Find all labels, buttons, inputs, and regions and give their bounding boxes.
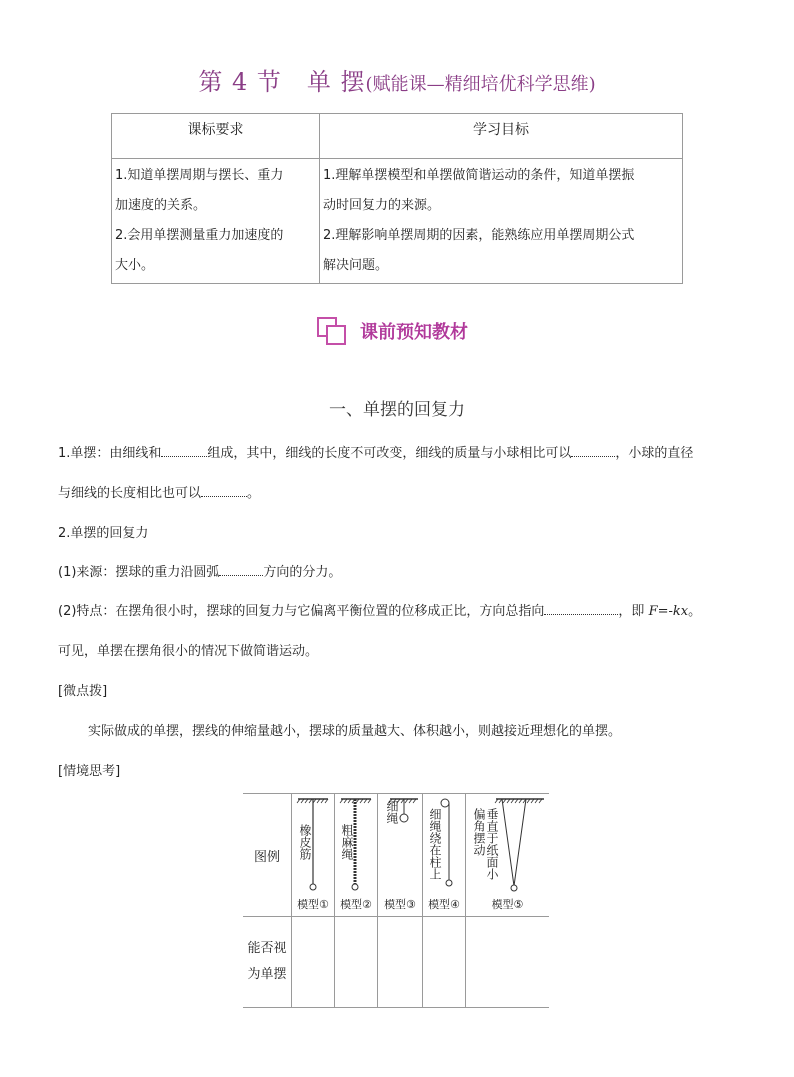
header-curriculum: 课标要求: [112, 114, 320, 159]
model-text: 橡皮筋: [298, 824, 312, 860]
answer-cell-1[interactable]: [292, 917, 335, 1008]
blank-field: [219, 563, 263, 576]
text: (2)特点：在摆角很小时，摆球的回复力与它偏离平衡位置的位移成正比，方向总指向: [58, 604, 545, 619]
section-heading: [316, 316, 468, 346]
tip-text: 实际做成的单摆，摆线的伸缩量越小，摆球的质量越大、体积越小，则越接近理想化的单摆。: [88, 724, 622, 739]
answer-cell-5[interactable]: [466, 917, 550, 1008]
model-cell-5: [466, 794, 550, 917]
title-main: 第 4 节 单 摆: [198, 68, 366, 96]
text: ，即: [618, 604, 649, 619]
text: (1)来源：摆球的重力沿圆弧: [58, 565, 220, 580]
answer-cell-4[interactable]: [423, 917, 466, 1008]
blank-field: [161, 444, 207, 457]
paragraph-1-line-2: [58, 482, 260, 501]
curriculum-line: 1.知道单摆周期与摆长、重力: [115, 168, 284, 183]
subsection-title: 一、单摆的回复力: [329, 400, 465, 420]
text: ，小球的直径: [615, 446, 694, 461]
text: 1.单摆：由细线和: [58, 446, 162, 461]
model-text: 细绳绕在柱上: [428, 808, 442, 880]
model-cell-3: [378, 794, 423, 917]
row-label-diagram: 图例: [243, 794, 292, 917]
double-square-icon: [316, 316, 348, 346]
paragraph-2: 2.单摆的回复力: [58, 526, 149, 541]
answer-cell-3[interactable]: [378, 917, 423, 1008]
model-cell-1: [292, 794, 335, 917]
answer-cell-2[interactable]: [335, 917, 378, 1008]
tip-label: [微点拨]: [58, 684, 108, 699]
paragraph-4: [58, 600, 701, 619]
requirements-table: [111, 113, 683, 284]
goals-cell: [320, 159, 683, 284]
text: 与细线的长度相比也可以: [58, 486, 202, 501]
text: 组成，其中，细线的长度不可改变，细线的质量与小球相比可以: [207, 446, 572, 461]
model-label: 模型④: [428, 898, 460, 911]
paragraph-3: [58, 561, 341, 580]
text: 。: [247, 486, 261, 501]
model-text: 垂直于纸面小偏角摆动: [472, 808, 499, 880]
blank-field: [571, 444, 615, 457]
goal-line: 2.理解影响单摆周期的因素，能熟练应用单摆周期公式: [323, 228, 635, 243]
model-label: 模型②: [340, 898, 372, 911]
curriculum-line: 大小。: [115, 258, 155, 273]
goal-line: 1.理解单摆模型和单摆做简谐运动的条件，知道单摆振: [323, 168, 635, 183]
row-label-answer: 能否视为单摆: [243, 917, 292, 1008]
model-label: 模型③: [384, 898, 416, 911]
page-title: [0, 62, 794, 97]
text: 方向的分力。: [263, 565, 342, 580]
paragraph-5: 可见，单摆在摆角很小的情况下做简谐运动。: [58, 644, 319, 659]
model-text: 细绳: [385, 800, 399, 824]
text: 。: [688, 604, 702, 619]
formula: F=-kx: [648, 604, 689, 619]
goal-line: 解决问题。: [323, 258, 389, 273]
header-goals: 学习目标: [320, 114, 683, 159]
curriculum-line: 加速度的关系。: [115, 198, 207, 213]
model-label: 模型⑤: [491, 898, 524, 911]
title-sub: (赋能课—精细培优科学思维): [365, 74, 596, 95]
section-label: 课前预知教材: [360, 322, 468, 343]
model-cell-2: [335, 794, 378, 917]
model-text: 粗麻绳: [340, 824, 354, 860]
blank-field: [544, 602, 618, 615]
curriculum-line: 2.会用单摆测量重力加速度的: [115, 228, 284, 243]
context-label: [情境思考]: [58, 764, 121, 779]
curriculum-cell: [112, 159, 320, 284]
blank-field: [201, 484, 247, 497]
context-table: [243, 793, 549, 1008]
model-label: 模型①: [297, 898, 329, 911]
model-cell-4: [423, 794, 466, 917]
paragraph-1-line-1: [58, 442, 693, 461]
goal-line: 动时回复力的来源。: [323, 198, 441, 213]
